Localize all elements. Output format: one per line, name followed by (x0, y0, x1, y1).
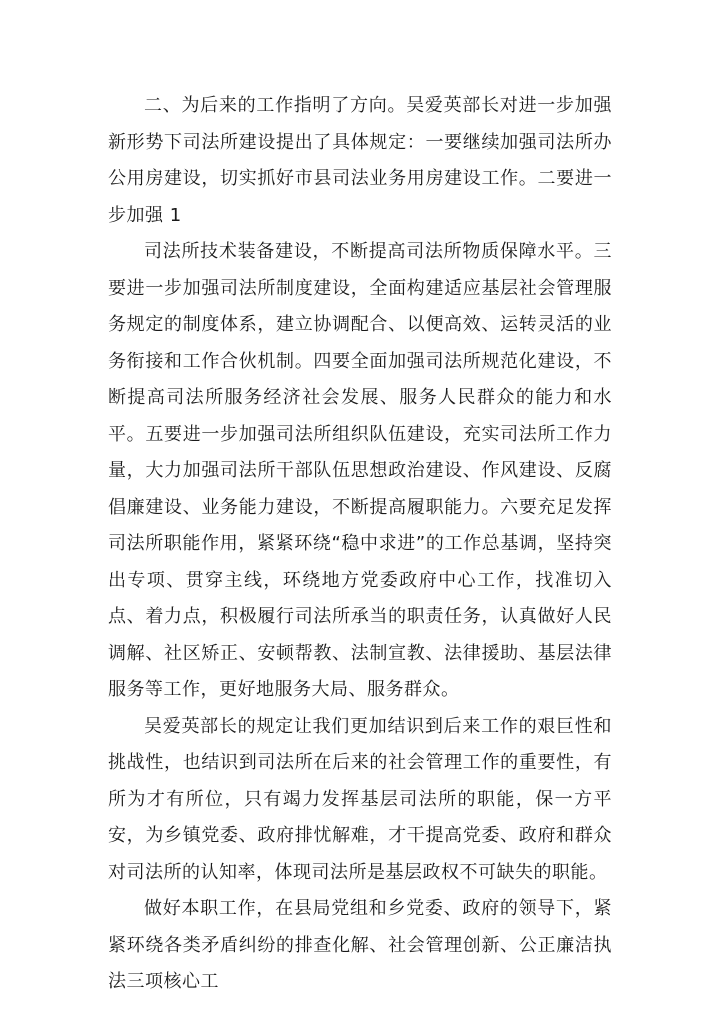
paragraph-4: 做好本职工作，在县局党组和乡党委、政府的领导下，紧紧环绕各类矛盾纠纷的排查化解、社会管理创新、公正廉洁执法三项核心工 (108, 898, 612, 992)
document-body (108, 88, 612, 1001)
paragraph-3: 吴爱英部长的规定让我们更加结识到后来工作的艰巨性和挑战性，也结识到司法所在后来的社会管理工作的重要性，有所为才有所位，只有竭力发挥基层司法所的职能，保一方平安，为乡镇党委、政府排忧解难，才干提高党委、政府和群众对司法所的认知率，体现司法所是基层政权不可缺失的职能。 (108, 715, 612, 883)
paragraph-2: 司法所技术装备建设，不断提高司法所物质保障水平。三要进一步加强司法所制度建设，全面构建适应基层社会管理服务规定的制度体系，建立协调配合、以便高效、运转灵活的业务衔接和工作合伙机制。四要全面加强司法所规范化建设，不断提高司法所服务经济社会发展、服务人民群众的能力和水平。五要进一步加强司法所组织队伍建设，充实司法所工作力量，大力加强司法所干部队伍思想政治建设、作风建设、反腐倡廉建设、业务能力建设，不断提高履职能力。六要充足发挥司法所职能作用，紧紧环绕“稳中求进”的工作总基调，坚持突出专项、贯穿主线，环绕地方党委政府中心工作，找准切入点、着力点，积极履行司法所承当的职责任务，认真做好人民调解、社区矫正、安顿帮教、法制宣教、法律援助、基层法律服务等工作，更好地服务大局、服务群众。 (108, 241, 612, 700)
paragraph-1: 二、为后来的工作指明了方向。吴爱英部长对进一步加强新形势下司法所建设提出了具体规定：一要继续加强司法所办公用房建设，切实抓好市县司法业务用房建设工作。二要进一步加强 1 (108, 95, 612, 226)
